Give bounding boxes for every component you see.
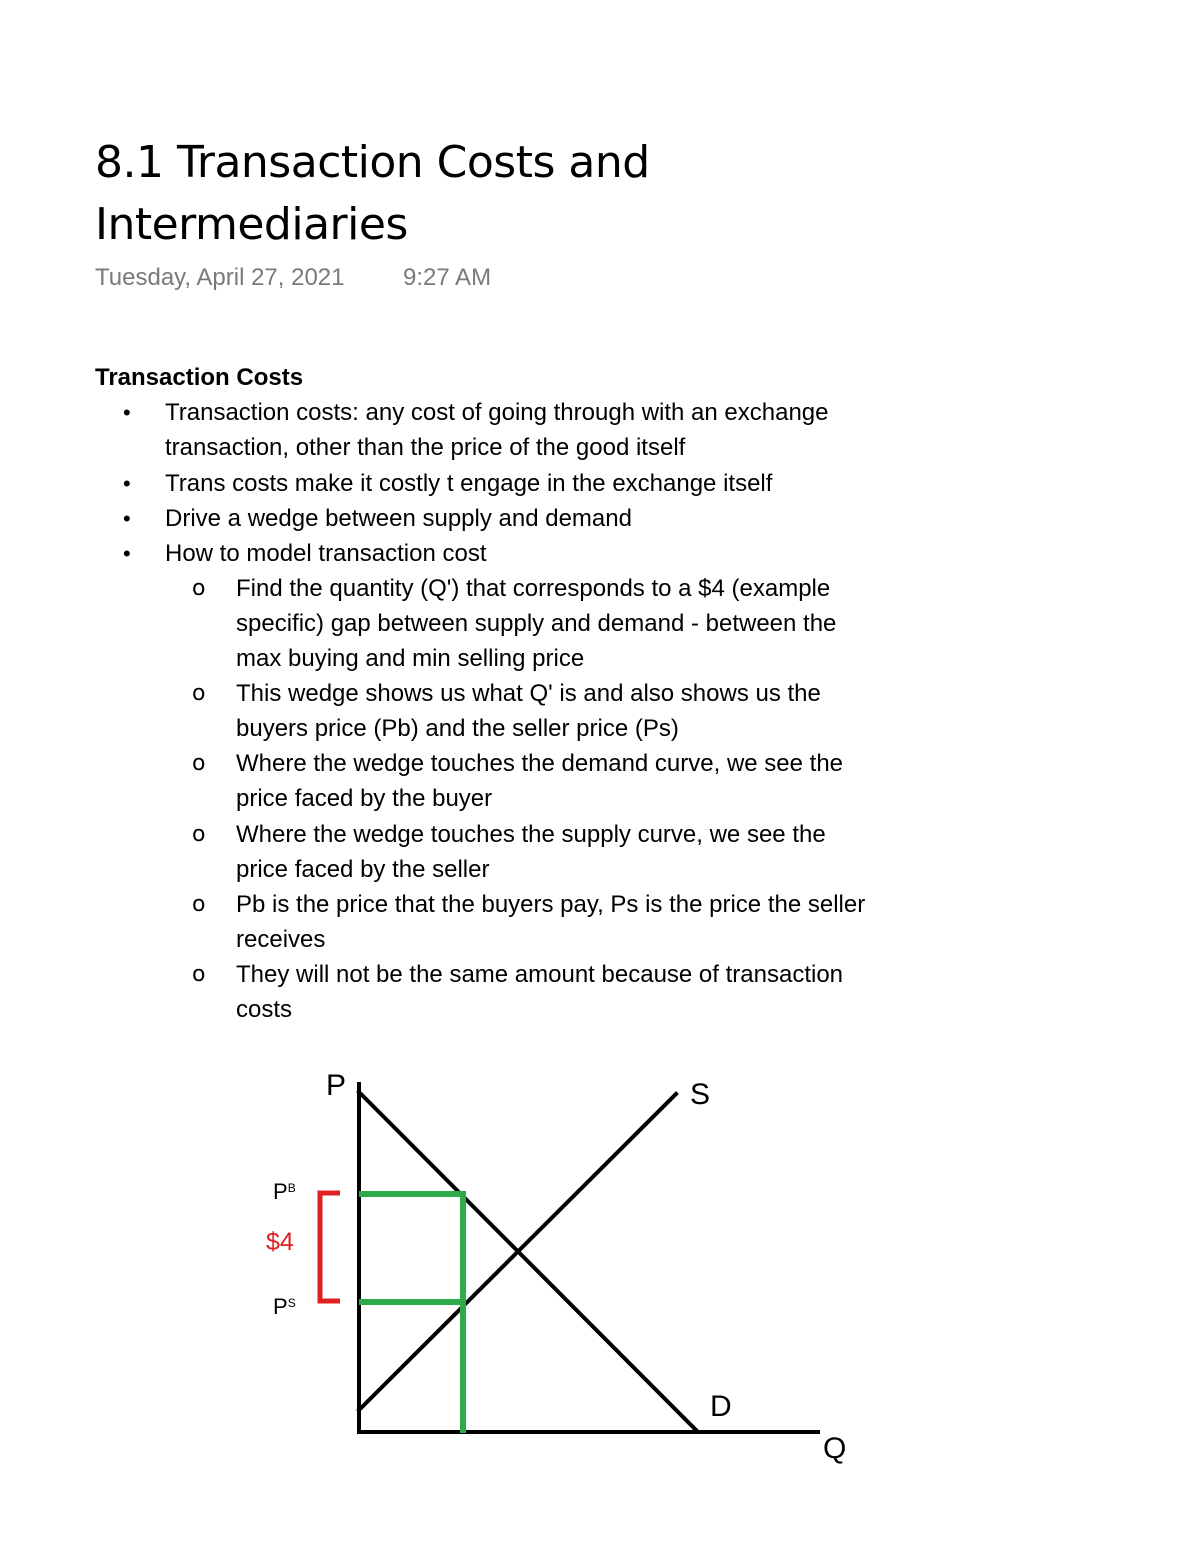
bullet-icon: •: [123, 400, 131, 425]
sub-list-item-text: Pb is the price that the buyers pay, Ps is the price the seller receives: [236, 891, 866, 953]
sub-list-item-text: This wedge shows us what Q' is and also shows us the buyers price (Pb) and the seller price (Ps): [236, 680, 821, 742]
sub-bullet-icon: o: [192, 962, 206, 987]
seller-price-label-main: P: [273, 1294, 288, 1319]
list-item-text: Trans costs make it costly t engage in the exchange itself: [165, 470, 773, 497]
seller-price-label-sub: S: [287, 1296, 296, 1310]
page-title: 8.1 Transaction Costs and Intermediaries: [95, 137, 650, 250]
buyer-price-label-sub: B: [287, 1181, 296, 1195]
buyer-price-label-main: P: [273, 1179, 288, 1204]
bullet-icon: •: [123, 471, 131, 496]
price-gap-bracket: [320, 1193, 340, 1301]
sub-bullet-icon: o: [192, 892, 206, 917]
price-gap-label: $4: [266, 1228, 294, 1256]
page-time: 9:27 AM: [403, 264, 492, 291]
list-item-text: Transaction costs: any cost of going through with an exchange transaction, other than the price of the good itself: [165, 399, 829, 461]
sub-bullet-icon: o: [192, 822, 206, 847]
sub-list-item-text: Find the quantity (Q') that corresponds to a $4 (example specific) gap between supply and demand - between the max buying and min selling price: [236, 575, 837, 672]
list-item-text: Drive a wedge between supply and demand: [165, 505, 632, 532]
q-axis-label: Q: [823, 1432, 847, 1465]
bullet-icon: •: [123, 506, 131, 531]
p-axis-label: P: [326, 1069, 347, 1102]
sub-list-item-text: Where the wedge touches the demand curve, we see the price faced by the buyer: [236, 750, 844, 812]
sub-list-item-text: Where the wedge touches the supply curve, we see the price faced by the seller: [236, 821, 826, 883]
sub-bullet-icon: o: [192, 681, 206, 706]
demand-curve: [359, 1092, 697, 1431]
sub-list-item-text: They will not be the same amount because of transaction costs: [236, 961, 844, 1023]
seller-price-label: [273, 1294, 296, 1319]
demand-label: D: [710, 1390, 732, 1423]
buyer-price-label: [273, 1179, 296, 1204]
bullet-icon: •: [123, 541, 131, 566]
list-item-text: How to model transaction cost: [165, 540, 487, 567]
supply-label: S: [690, 1078, 711, 1111]
section-heading: Transaction Costs: [95, 364, 304, 391]
page-date: Tuesday, April 27, 2021: [95, 264, 345, 291]
sub-bullet-icon: o: [192, 576, 206, 601]
sub-bullet-icon: o: [192, 751, 206, 776]
